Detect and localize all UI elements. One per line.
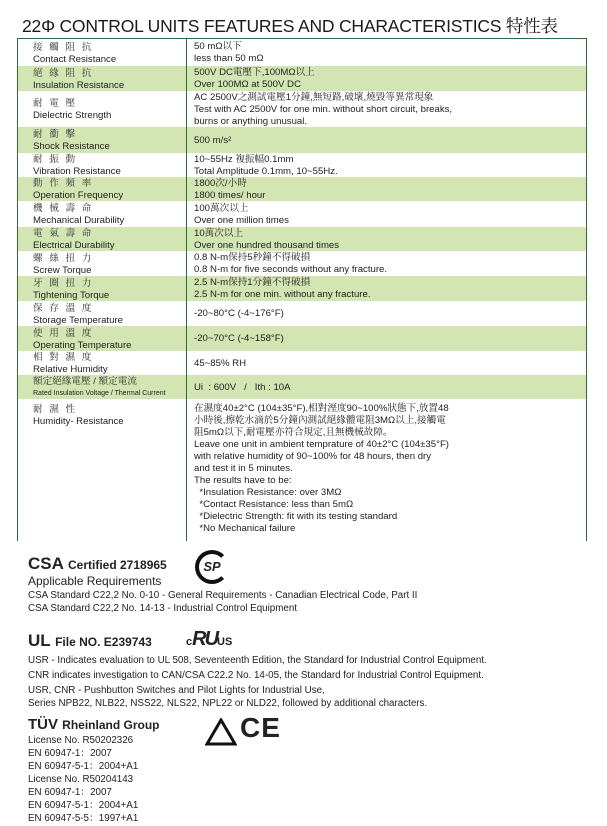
tuv-line: License No. R50204143 <box>28 774 134 785</box>
value-line: 10萬次以上 <box>194 227 244 239</box>
ul-line: Series NPB22, NLB22, NSS22, NLS22, NPL22 or NLD22, followed by additional characters. <box>28 698 428 709</box>
label-en: Tightening Torque <box>33 289 110 301</box>
value-line: with relative humidity of 90~100% for 48 hours, then dry <box>194 451 432 462</box>
value-line: 0.8 N-m for five seconds without any fracture. <box>194 264 388 275</box>
label-zh: 耐 衝 擊 <box>33 129 78 140</box>
value-line: 0.8 N-m保持5秒鐘不得破損 <box>194 252 311 263</box>
label-zh: 牙 圈 扭 力 <box>33 277 94 289</box>
table-row <box>18 326 586 351</box>
label-zh: 耐 濕 性 <box>33 404 78 415</box>
value-line: *Insulation Resistance: over 3MΩ <box>194 487 342 498</box>
value-line: Ui : 600V / Ith : 10A <box>194 381 291 393</box>
ul-section <box>28 632 487 710</box>
row-label <box>18 227 187 251</box>
label-zh: 接 觸 阻 抗 <box>33 41 94 53</box>
value-line: The results have to be: <box>194 475 292 486</box>
table-row <box>18 399 586 541</box>
ul-line: CNR indicates investigation to CAN/CSA C22.2 No. 14-05, the Standard for Industrial Control Equipment. <box>28 670 484 681</box>
ul-logo-icon: cRUUS <box>186 628 233 650</box>
row-value <box>187 276 586 301</box>
row-value <box>187 251 586 276</box>
table-row <box>18 127 586 153</box>
table-row <box>18 351 586 375</box>
row-value <box>187 227 586 251</box>
value-line: 50 mΩ以下 <box>194 41 242 52</box>
label-en: Operating Temperature <box>33 339 132 351</box>
row-label <box>18 399 187 541</box>
tuv-line: EN 60947-1：2007 <box>28 748 112 759</box>
tuv-line: License No. R50202326 <box>28 735 134 746</box>
value-line: *Dielectric Strength: fit with its testing standard <box>194 511 398 522</box>
label-en: Contact Resistance <box>33 53 117 65</box>
label-zh: 絕 緣 阻 抗 <box>33 67 94 79</box>
ul-line: USR, CNR - Pushbutton Switches and Pilot Lights for Industrial Use, <box>28 685 325 696</box>
value-line: -20~70°C (-4~158°F) <box>194 333 284 344</box>
page-title: 22Φ CONTROL UNITS FEATURES AND CHARACTERISTICS 特性表 <box>22 16 558 36</box>
label-zh: 電 氣 壽 命 <box>33 228 94 239</box>
tuv-line: EN 60947-5-1：2004+A1 <box>28 761 139 772</box>
row-label <box>18 351 187 375</box>
row-label <box>18 375 187 399</box>
table-row <box>18 227 586 251</box>
label-en: Relative Humidity <box>33 364 108 375</box>
value-line: 500V DC電壓下,100MΩ以上 <box>194 67 315 78</box>
label-zh: 使 用 溫 度 <box>33 327 94 339</box>
row-label <box>18 201 187 227</box>
value-line: 小時後,擦乾水滴於5分鐘內測試絕緣體電阻3MΩ以上,接觸電 <box>194 415 446 426</box>
row-value <box>187 153 586 177</box>
table-row <box>18 66 586 91</box>
table-row <box>18 301 586 326</box>
label-en: Electrical Durability <box>33 240 115 251</box>
csa-line: CSA Standard C22,2 No. 0-10 - General Requirements - Canadian Electrical Code, Part II <box>28 590 418 601</box>
row-value <box>187 301 586 326</box>
row-value <box>187 39 586 66</box>
row-value <box>187 91 586 127</box>
label-en: Screw Torque <box>33 264 92 276</box>
value-line: -20~80°C (-4~176°F) <box>194 308 284 319</box>
value-line: 在濕度40±2°C (104±35°F),相對溼度90~100%狀態下,放置48 <box>194 403 449 414</box>
table-row <box>18 91 586 127</box>
tuv-line: EN 60947-5-1：2004+A1 <box>28 800 139 811</box>
tuv-group: Rheinland Group <box>62 718 160 732</box>
label-zh: 耐 振 動 <box>33 154 78 165</box>
value-line: Leave one unit in ambient temprature of 40±2°C (104±35°F) <box>194 439 449 450</box>
label-zh: 動 作 頻 率 <box>33 178 94 189</box>
table-row <box>18 251 586 276</box>
tuv-brand: TÜV <box>28 716 58 733</box>
value-line: 45~85% RH <box>194 357 246 369</box>
label-zh: 保 存 溫 度 <box>33 302 94 314</box>
label-en: Insulation Resistance <box>33 79 125 91</box>
value-line: Over one million times <box>194 214 289 226</box>
ul-brand: UL <box>28 631 51 650</box>
row-value <box>187 177 586 201</box>
table-row <box>18 375 586 399</box>
csa-sub: Applicable Requirements <box>28 574 162 588</box>
label-en: Humidity- Resistance <box>33 416 124 427</box>
tuv-triangle-icon <box>205 718 237 746</box>
table-row <box>18 177 586 201</box>
row-value <box>187 127 586 153</box>
row-label <box>18 127 187 153</box>
value-line: and test it in 5 minutes. <box>194 463 293 474</box>
row-label <box>18 301 187 326</box>
value-line: Over 100MΩ at 500V DC <box>194 79 301 90</box>
csa-line: CSA Standard C22,2 No. 14-13 - Industrial Control Equipment <box>28 603 298 614</box>
label-zh: 相 對 濕 度 <box>33 352 94 363</box>
row-value <box>187 66 586 91</box>
ul-file: File NO. E239743 <box>55 635 152 649</box>
value-line: 2.5 N-m保持1分鐘不得破損 <box>194 277 311 288</box>
csa-cert: Certified 2718965 <box>68 558 167 572</box>
tuv-line: EN 60947-5-5：1997+A1 <box>28 813 139 824</box>
ul-line: USR - Indicates evaluation to UL 508, Seventeenth Edition, the Standard for Industrial Control Equipment. <box>28 655 487 666</box>
label-zh: 機 械 壽 命 <box>33 203 94 214</box>
label-en: Storage Temperature <box>33 314 123 326</box>
label-en: Dielectric Strength <box>33 110 112 121</box>
row-label <box>18 66 187 91</box>
row-value <box>187 399 586 541</box>
row-label <box>18 177 187 201</box>
row-value <box>187 351 586 375</box>
label-en: Operation Frequency <box>33 190 124 201</box>
row-label <box>18 91 187 127</box>
row-label <box>18 276 187 301</box>
label-en: Shock Resistance <box>33 141 110 152</box>
row-value <box>187 201 586 227</box>
label-en: Mechanical Durability <box>33 215 125 226</box>
value-line: Test with AC 2500V for one min. without short circuit, breaks, <box>194 103 453 115</box>
table-row <box>18 153 586 177</box>
row-label <box>18 39 187 66</box>
characteristics-table <box>17 38 587 541</box>
row-value <box>187 326 586 351</box>
label-zh: 額定絕緣電壓 / 額定電流 <box>33 376 137 387</box>
value-line: Over one hundred thousand times <box>194 239 340 251</box>
value-line: 1800 times/ hour <box>194 189 266 201</box>
value-line: *Contact Resistance: less than 5mΩ <box>194 499 354 510</box>
value-line: 100萬次以上 <box>194 202 249 214</box>
value-line: AC 2500V之測試電壓1分鐘,無短路,破壞,燒毀等異常現象 <box>194 91 434 103</box>
csa-logo-icon: SP <box>195 550 229 584</box>
row-label <box>18 153 187 177</box>
row-value <box>187 375 586 399</box>
value-line: 1800次/小時 <box>194 177 247 189</box>
value-line: 10~55Hz 複振幅0.1mm <box>194 153 294 165</box>
label-zh: 耐 電 壓 <box>33 98 78 109</box>
value-line: burns or anything unusual. <box>194 115 308 127</box>
ce-mark-icon: CE <box>240 712 281 743</box>
value-line: 2.5 N-m for one min. without any fracture. <box>194 289 371 300</box>
tuv-line: EN 60947-1：2007 <box>28 787 112 798</box>
value-line: 阻5mΩ以下,耐電壓亦符合規定,且無機械故障。 <box>194 427 393 438</box>
label-zh: 螺 絲 扭 力 <box>33 252 94 264</box>
row-label <box>18 251 187 276</box>
value-line: less than 50 mΩ <box>194 53 264 64</box>
value-line: 500 m/s² <box>194 134 232 146</box>
value-line: *No Mechanical failure <box>194 523 296 534</box>
table-row <box>18 276 586 301</box>
tuv-section <box>28 716 160 825</box>
label-en: Rated Insulation Voltage / Thermal Current <box>33 390 166 397</box>
table-row <box>18 39 586 66</box>
label-en: Vibration Resistance <box>33 166 121 177</box>
row-label <box>18 326 187 351</box>
csa-brand: CSA <box>28 554 64 573</box>
table-row <box>18 201 586 227</box>
value-line: Total Amplitude 0.1mm, 10~55Hz. <box>194 165 338 177</box>
